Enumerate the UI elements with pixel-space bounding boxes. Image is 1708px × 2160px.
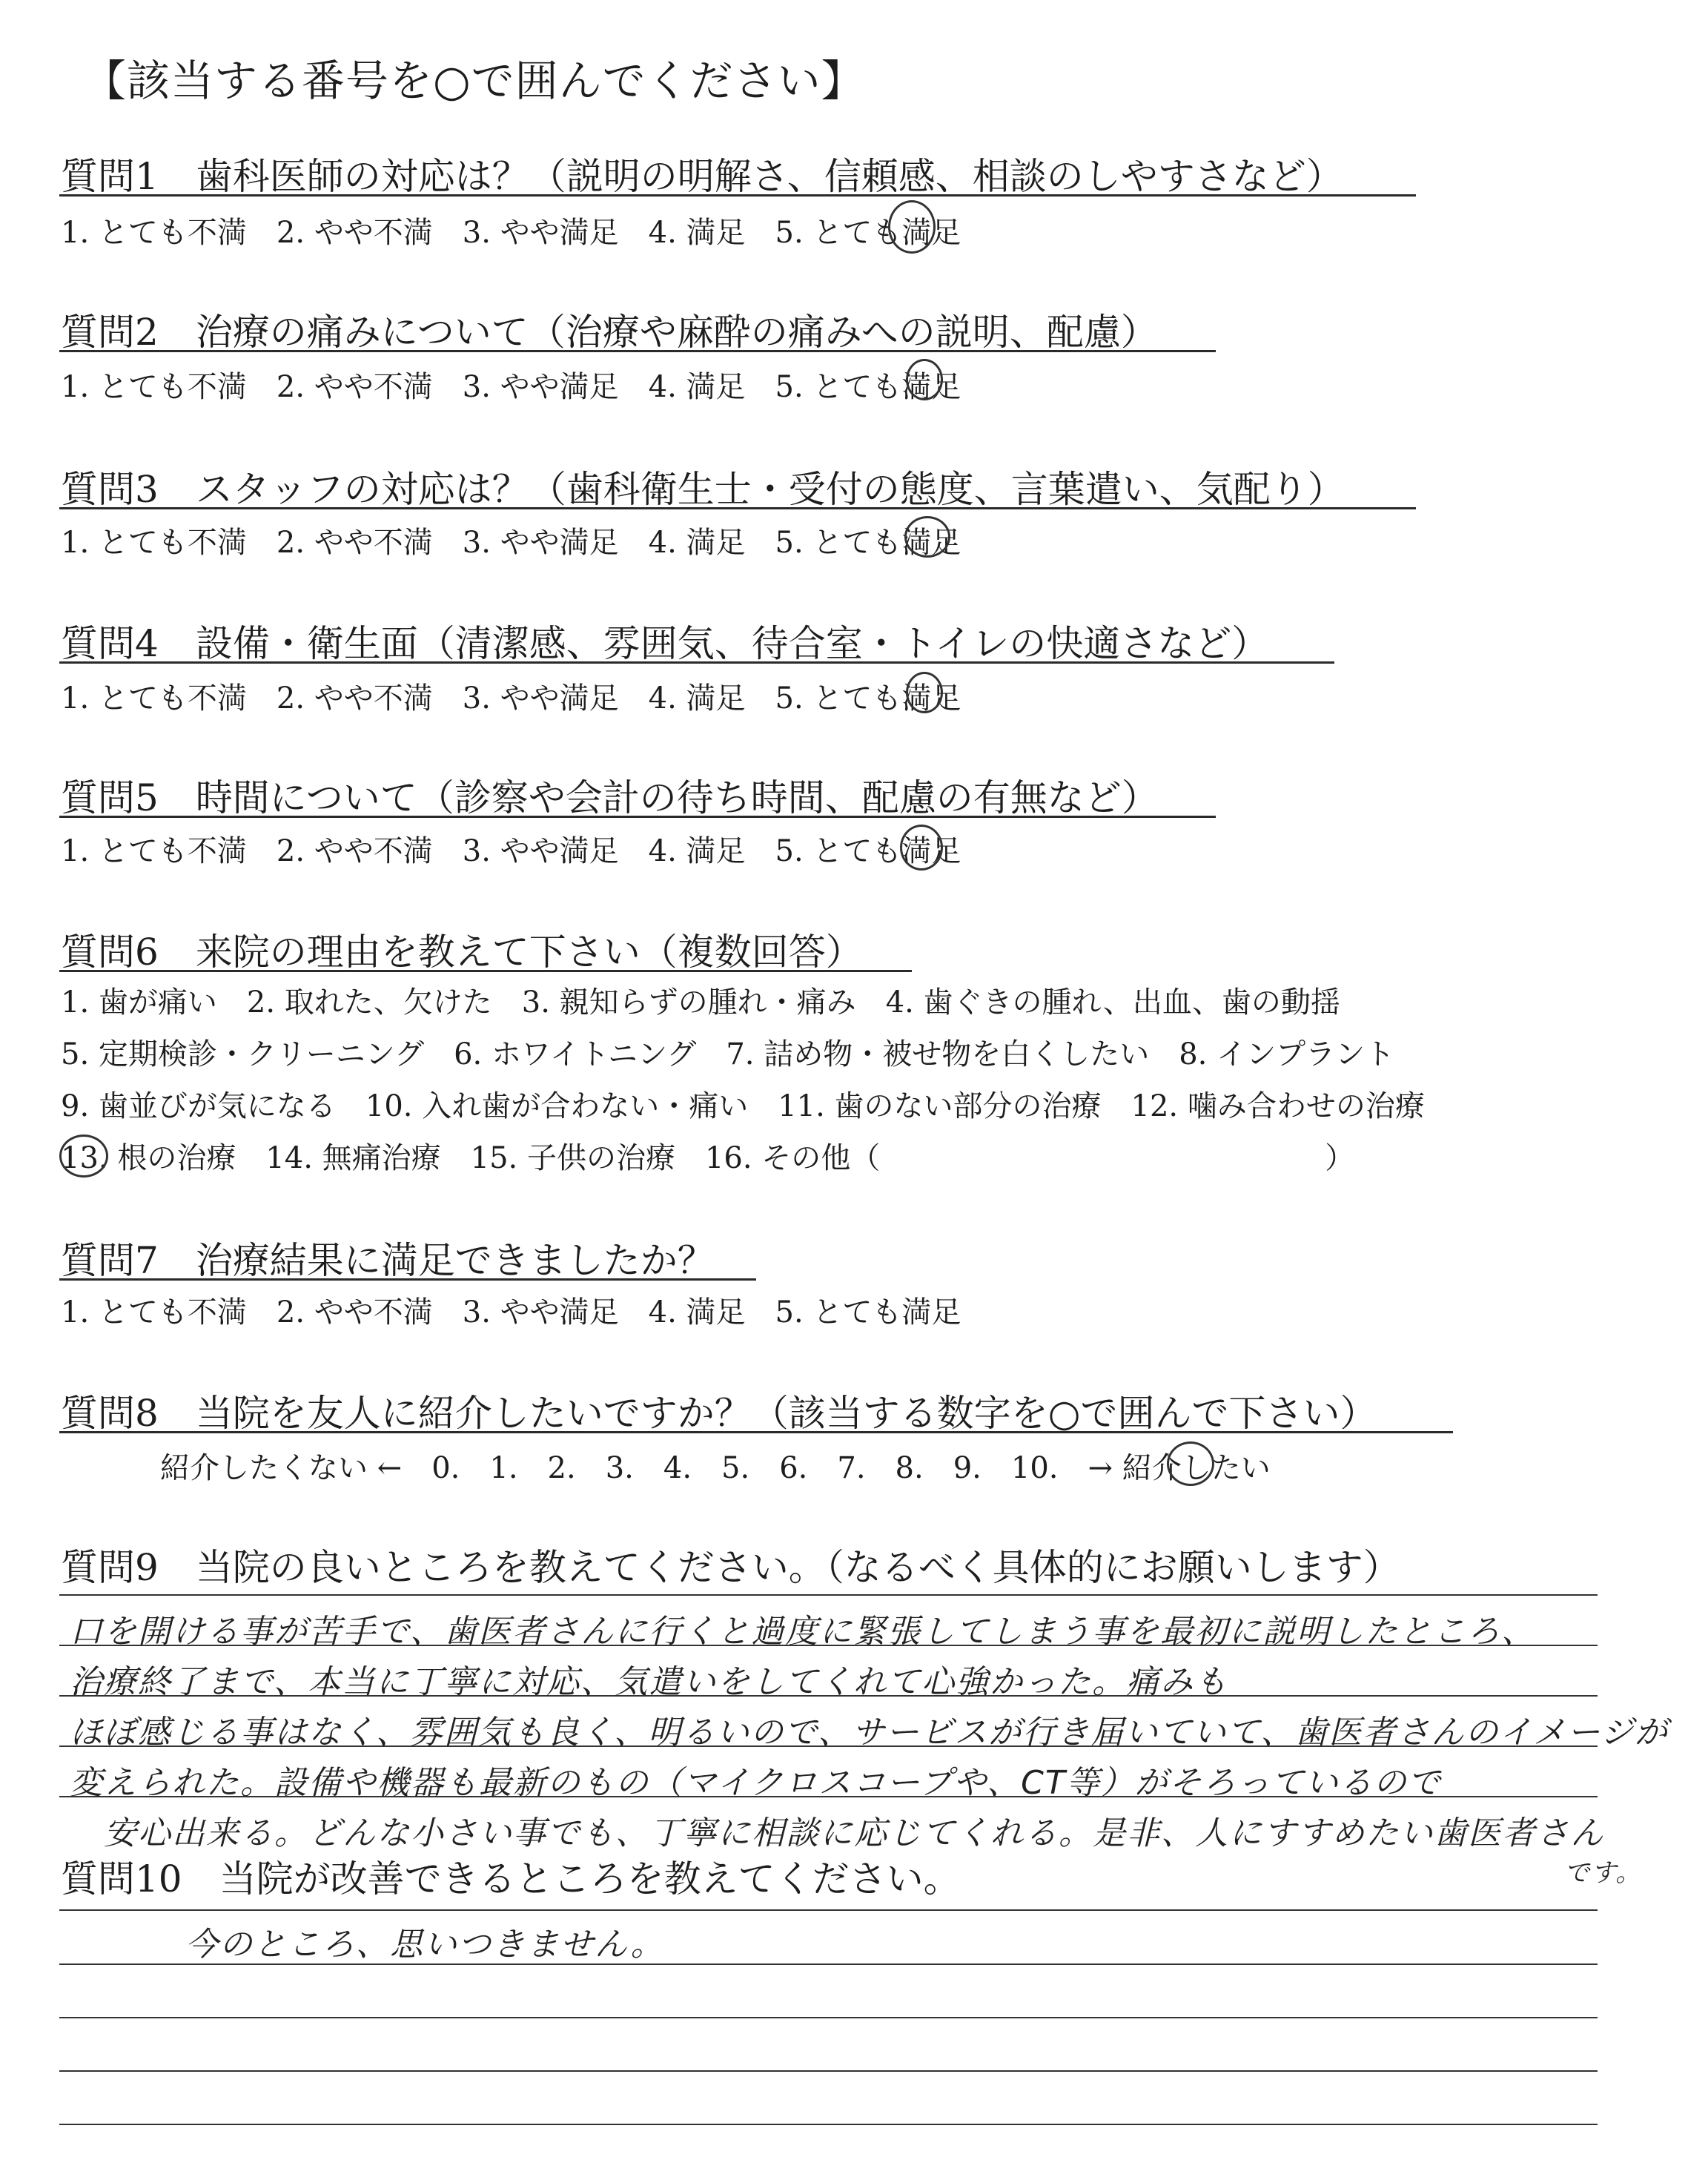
q8-left-label: 紹介したくない ← [160,1451,403,1485]
writing-line [59,2124,1598,2125]
q6-option-row: 5. 定期検診・クリーニング 6. ホワイトニング 7. 詰め物・被せ物を白くしたい 8. インプラント [61,1037,1395,1071]
q5-options: 1. とても不満 2. やや不満 3. やや満足 4. 満足 5. とても満足 [61,834,961,868]
q2-options: 1. とても不満 2. やや不満 3. やや満足 4. 満足 5. とても満足 [61,370,961,404]
q7-options: 1. とても不満 2. やや不満 3. やや満足 4. 満足 5. とても満足 [61,1295,961,1330]
handwritten-answer-line: 口を開ける事が苦手で、歯医者さんに行くと過度に緊張してしまう事を最初に説明したところ、 [70,1613,1536,1651]
q6-option-row: 9. 歯並びが気になる 10. 入れ歯が合わない・痛い 11. 歯のない部分の治療 12. 噛み合わせの治療 [61,1089,1425,1123]
handwritten-answer-line: 変えられた。設備や機器も最新のもの（マイクロスコープや、CT等）がそろっているので [70,1764,1442,1802]
question-3 [61,460,1345,513]
answer-circle [906,359,943,400]
q8-scale: 0. 1. 2. 3. 4. 5. 6. 7. 8. 9. 10. [431,1451,1059,1485]
handwritten-answer-line: 今のところ、思いつきません。 [185,1926,665,1964]
answer-circle [1167,1441,1214,1486]
question-6 [61,922,863,976]
question-label: 質問2 [61,311,159,354]
q8-right-label: → 紹介したい [1088,1451,1271,1485]
question-label: 質問8 [61,1392,159,1435]
answer-circle [904,516,950,558]
question-10 [61,1849,961,1903]
underline [59,970,912,972]
question-4 [61,614,1268,667]
question-text: 当院を友人に紹介したいですか？（該当する数字を○で囲んで下さい） [195,1392,1377,1435]
question-label: 質問5 [61,776,159,819]
answer-circle [888,200,936,254]
question-2 [61,303,1158,356]
question-label: 質問10 [61,1857,182,1900]
question-text: スタッフの対応は？（歯科衛生士・受付の態度、言葉遣い、気配り） [195,468,1345,511]
question-text: 来院の理由を教えて下さい（複数回答） [195,931,863,974]
writing-line [59,1909,1598,1911]
q4-options: 1. とても不満 2. やや不満 3. やや満足 4. 満足 5. とても満足 [61,681,961,716]
q1-options: 1. とても不満 2. やや不満 3. やや満足 4. 満足 5. とても満足 [61,216,961,250]
answer-circle [900,825,943,871]
question-label: 質問6 [61,931,159,974]
question-text: 治療の痛みについて（治療や麻酔の痛みへの説明、配慮） [195,311,1158,354]
underline [59,661,1334,664]
answer-circle [906,672,943,713]
question-text: 設備・衛生面（清潔感、雰囲気、待合室・トイレの快適さなど） [195,622,1269,665]
answer-circle [59,1135,108,1178]
question-5 [61,768,1159,822]
question-text: 歯科医師の対応は？（説明の明解さ、信頼感、相談のしやすさなど） [195,155,1343,198]
q8-scale-row [160,1444,1271,1487]
question-text: 時間について（診察や会計の待ち時間、配慮の有無など） [195,776,1159,819]
question-text: 治療結果に満足できましたか？ [195,1239,715,1282]
q6-option-row: 1. 歯が痛い 2. 取れた、欠けた 3. 親知らずの腫れ・痛み 4. 歯ぐきの腫れ、出血、歯の動揺 [61,985,1340,1020]
question-7 [61,1231,715,1284]
underline [59,507,1416,509]
underline [59,816,1216,818]
writing-line [59,2070,1598,2072]
question-label: 質問7 [61,1239,159,1282]
question-label: 質問1 [61,155,159,198]
question-text: 当院が改善できるところを教えてください。 [219,1857,961,1900]
question-1 [61,147,1343,200]
question-text: 当院の良いところを教えてください。（なるべく具体的にお願いします） [195,1546,1400,1589]
question-9 [61,1538,1400,1591]
writing-line [59,1594,1598,1596]
writing-line [59,2017,1598,2018]
handwritten-answer-line: ほぼ感じる事はなく、雰囲気も良く、明るいので、サービスが行き届いていて、歯医者さんのイメージが [70,1714,1669,1751]
handwritten-answer-line: です。 [1564,1858,1643,1888]
handwritten-answer-line: 治療終了まで、本当に丁寧に対応、気遣いをしてくれて心強かった。痛みも [70,1663,1229,1701]
q6-option-row: 13. 根の治療 14. 無痛治療 15. 子供の治療 16. その他（ ） [61,1141,1355,1175]
underline [59,1431,1453,1433]
handwritten-answer-line: 安心出来る。どんな小さい事でも、丁寧に相談に応じてくれる。是非、人にすすめたい歯医者さん [104,1814,1605,1852]
question-8 [61,1384,1377,1437]
underline [59,194,1416,196]
underline [59,350,1216,352]
question-label: 質問4 [61,622,159,665]
question-label: 質問3 [61,468,159,511]
page-title: 【該当する番号を○で囲んでください】 [83,56,865,106]
underline [59,1278,756,1281]
q3-options: 1. とても不満 2. やや不満 3. やや満足 4. 満足 5. とても満足 [61,526,961,560]
question-label: 質問9 [61,1546,159,1589]
